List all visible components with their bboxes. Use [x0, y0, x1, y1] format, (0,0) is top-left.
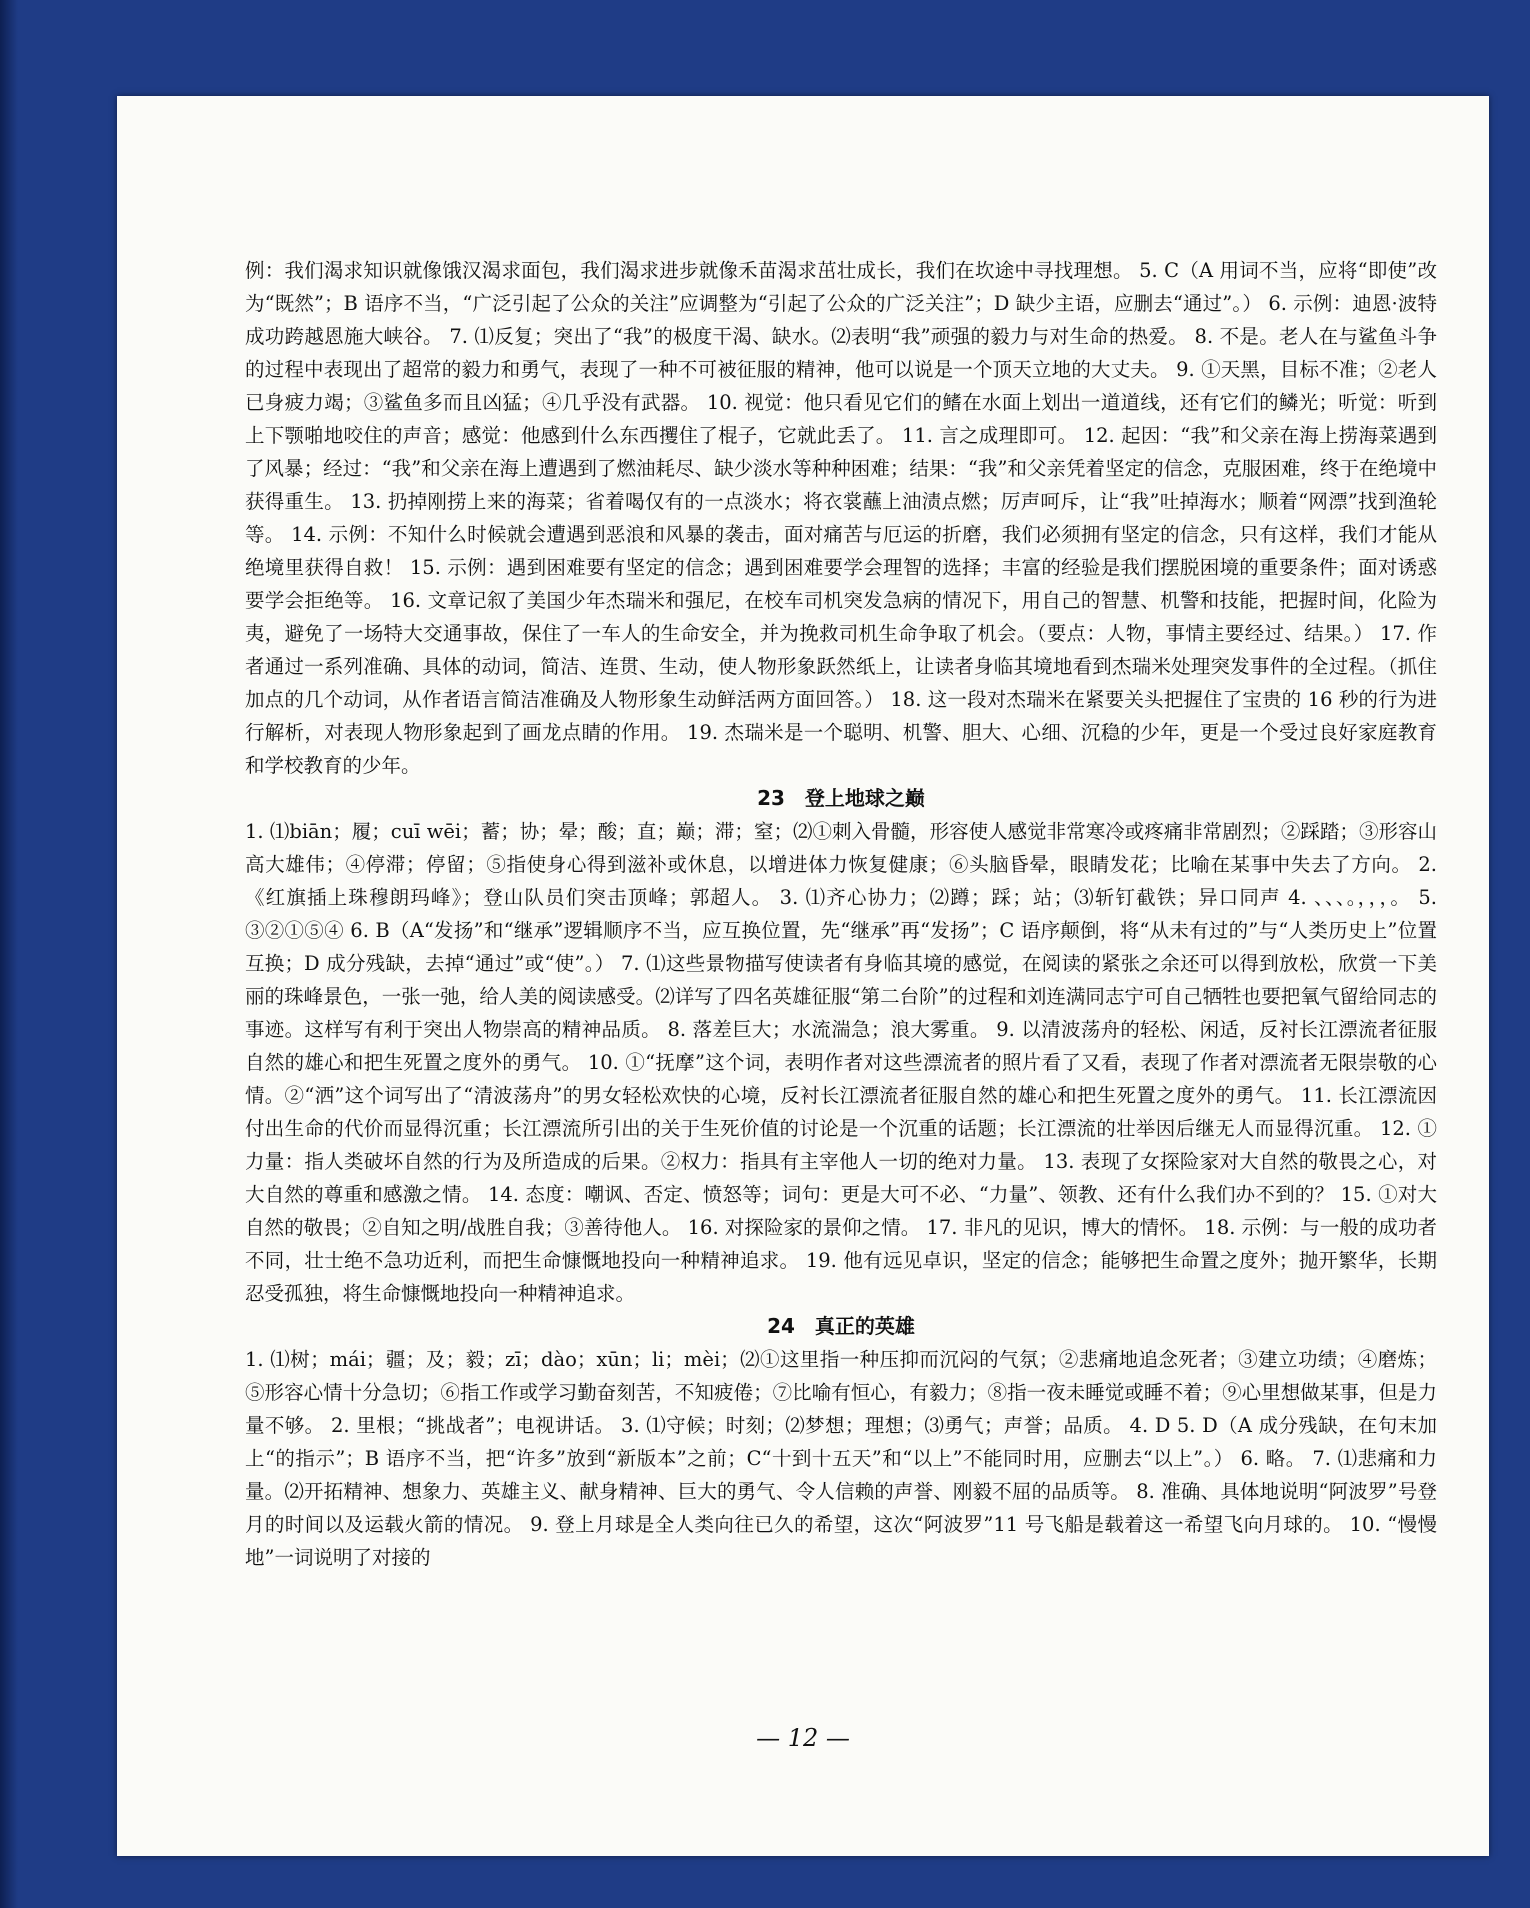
- answer-page: [117, 96, 1489, 1856]
- scan-background-edge: [0, 0, 18, 1908]
- answers-paragraph-22: 例：我们渴求知识就像饿汉渴求面包，我们渴求进步就像禾苗渴求茁壮成长，我们在坎途中寻找理想。 5. C（A 用词不当，应将“即使”改为“既然”；B 语序不当，“广泛引起了公众的关注”应调整为“引起了公众的广泛关注”；D 缺少主语，应删去“通过”。） 6. 示例：迪恩·波特成功跨越恩施大峡谷。 7. ⑴反复；突出了“我”的极度干渴、缺水。⑵表明“我”顽强的毅力与对生命的热爱。 8. 不是。老人在与鲨鱼斗争的过程中表现出了超常的毅力和勇气，表现了一种不可被征服的精神，他可以说是一个顶天立地的大丈夫。 9. ①天黑，目标不准；②老人已身疲力竭；③鲨鱼多而且凶猛；④几乎没有武器。 10. 视觉：他只看见它们的鳍在水面上划出一道道线，还有它们的鳞光；听觉：听到上下颚啪地咬住的声音；感觉：他感到什么东西攫住了棍子，它就此丢了。 11. 言之成理即可。 12. 起因：“我”和父亲在海上捞海菜遇到了风暴；经过：“我”和父亲在海上遭遇到了燃油耗尽、缺少淡水等种种困难；结果：“我”和父亲凭着坚定的信念，克服困难，终于在绝境中获得重生。 13. 扔掉刚捞上来的海菜；省着喝仅有的一点淡水；将衣裳蘸上油渍点燃；厉声呵斥，让“我”吐掉海水；顺着“网漂”找到渔轮等。 14. 示例：不知什么时候就会遭遇到恶浪和风暴的袭击，面对痛苦与厄运的折磨，我们必须拥有坚定的信念，只有这样，我们才能从绝境里获得自救！ 15. 示例：遇到困难要有坚定的信念；遇到困难要学会理智的选择；丰富的经验是我们摆脱困境的重要条件；面对诱惑要学会拒绝等。 16. 文章记叙了美国少年杰瑞米和强尼，在校车司机突发急病的情况下，用自己的智慧、机警和技能，把握时间，化险为夷，避免了一场特大交通事故，保住了一车人的生命安全，并为挽救司机生命争取了机会。（要点：人物，事情主要经过、结果。） 17. 作者通过一系列准确、具体的动词，简洁、连贯、生动，使人物形象跃然纸上，让读者身临其境地看到杰瑞米处理突发事件的全过程。（抓住加点的几个动词，从作者语言简洁准确及人物形象生动鲜活两方面回答。） 18. 这一段对杰瑞米在紧要关头把握住了宝贵的 16 秒的行为进行解析，对表现人物形象起到了画龙点睛的作用。 19. 杰瑞米是一个聪明、机警、胆大、心细、沉稳的少年，更是一个受过良好家庭教育和学校教育的少年。: [245, 259, 1437, 777]
- section-title-23: 23 登上地球之巅: [757, 786, 925, 810]
- answers-paragraph-24: 1. ⑴树；mái；疆；及；毅；zī；dào；xūn；li；mèi；⑵①这里指一种压抑而沉闷的气氛；②悲痛地追念死者；③建立功绩；④磨炼；⑤形容心情十分急切；⑥指工作或学习勤奋刻苦，不知疲倦；⑦比喻有恒心，有毅力；⑧指一夜未睡觉或睡不着；⑨心里想做某事，但是力量不够。 2. 里根；“挑战者”；电视讲话。 3. ⑴守候；时刻；⑵梦想；理想；⑶勇气；声誉；品质。 4. D 5. D（A 成分残缺，在句末加上“的指示”；B 语序不当，把“许多”放到“新版本”之前；C“十到十五天”和“以上”不能同时用，应删去“以上”。） 6. 略。 7. ⑴悲痛和力量。⑵开拓精神、想象力、英雄主义、献身精神、巨大的勇气、令人信赖的声誉、刚毅不屈的品质等。 8. 准确、具体地说明“阿波罗”号登月的时间以及运载火箭的情况。 9. 登上月球是全人类向往已久的希望，这次“阿波罗”11 号飞船是载着这一希望飞向月球的。 10. “慢慢地”一词说明了对接的: [245, 1348, 1437, 1569]
- answer-text-body: [245, 254, 1437, 1574]
- page-number: — 12 —: [756, 1724, 850, 1752]
- section-title-24: 24 真正的英雄: [767, 1314, 915, 1338]
- answers-paragraph-23: 1. ⑴biān；履；cuī wēi；蓄；协；晕；酸；直；巅；滞；窒；⑵①刺入骨髓，形容使人感觉非常寒冷或疼痛非常剧烈；②踩踏；③形容山高大雄伟；④停滞；停留；⑤指使身心得到滋补或休息，以增进体力恢复健康；⑥头脑昏晕，眼睛发花；比喻在某事中失去了方向。 2.《红旗插上珠穆朗玛峰》；登山队员们突击顶峰；郭超人。 3. ⑴齐心协力；⑵蹲；踩；站；⑶斩钉截铁；异口同声 4. 、、、。，，，。 5. ③②①⑤④ 6. B（A“发扬”和“继承”逻辑顺序不当，应互换位置，先“继承”再“发扬”；C 语序颠倒，将“从未有过的”与“人类历史上”位置互换；D 成分残缺，去掉“通过”或“使”。） 7. ⑴这些景物描写使读者有身临其境的感觉，在阅读的紧张之余还可以得到放松，欣赏一下美丽的珠峰景色，一张一弛，给人美的阅读感受。⑵详写了四名英雄征服“第二台阶”的过程和刘连满同志宁可自己牺牲也要把氧气留给同志的事迹。这样写有利于突出人物崇高的精神品质。 8. 落差巨大；水流湍急；浪大雾重。 9. 以清波荡舟的轻松、闲适，反衬长江漂流者征服自然的雄心和把生死置之度外的勇气。 10. ①“抚摩”这个词，表明作者对这些漂流者的照片看了又看，表现了作者对漂流者无限崇敬的心情。②“洒”这个词写出了“清波荡舟”的男女轻松欢快的心境，反衬长江漂流者征服自然的雄心和把生死置之度外的勇气。 11. 长江漂流因付出生命的代价而显得沉重；长江漂流所引出的关于生死价值的讨论是一个沉重的话题；长江漂流的壮举因后继无人而显得沉重。 12. ①力量：指人类破坏自然的行为及所造成的后果。②权力：指具有主宰他人一切的绝对力量。 13. 表现了女探险家对大自然的敬畏之心，对大自然的尊重和感激之情。 14. 态度：嘲讽、否定、愤怒等；词句：更是大可不必、“力量”、领教、还有什么我们办不到的？ 15. ①对大自然的敬畏；②自知之明/战胜自我；③善待他人。 16. 对探险家的景仰之情。 17. 非凡的见识，博大的情怀。 18. 示例：与一般的成功者不同，壮士绝不急功近利，而把生命慷慨地投向一种精神追求。 19. 他有远见卓识，坚定的信念；能够把生命置之度外；抛开繁华，长期忍受孤独，将生命慷慨地投向一种精神追求。: [245, 820, 1437, 1305]
